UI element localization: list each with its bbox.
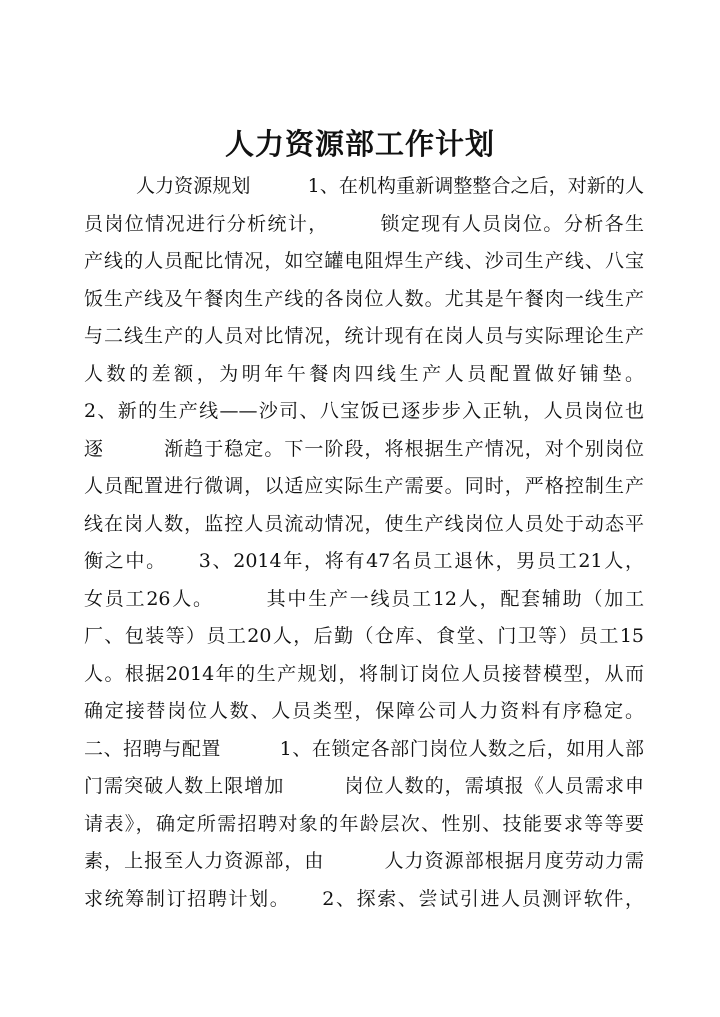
body-line: 与二线生产的人员对比情况，统计现有在岗人员与实际理论生产 <box>84 325 644 347</box>
body-line: 求统筹制订招聘计划。 2、探索、尝试引进人员测评软件， <box>84 887 644 910</box>
body-line: 厂、包装等）员工20人，后勤（仓库、食堂、门卫等）员工15 <box>84 625 644 647</box>
body-line: 衡之中。 3、2014年，将有47名员工退休，男员工21人， <box>84 550 644 572</box>
body-line: 员岗位情况进行分析统计， 锁定现有人员岗位。分析各生 <box>84 212 644 235</box>
body-line: 产线的人员配比情况，如空罐电阻焊生产线、沙司生产线、八宝 <box>84 250 644 272</box>
body-line: 门需突破人数上限增加 岗位人数的，需填报《人员需求申 <box>84 775 644 797</box>
body-line: 确定接替岗位人数、人员类型，保障公司人力资料有序稳定。 <box>84 700 644 722</box>
body-line: 饭生产线及午餐肉生产线的各岗位人数。尤其是午餐肉一线生产 <box>84 287 644 310</box>
body-line: 人员配置进行微调，以适应实际生产需要。同时，严格控制生产 <box>84 475 644 497</box>
document-body <box>84 168 644 918</box>
body-line: 二、招聘与配置 1、在锁定各部门岗位人数之后，如用人部 <box>84 737 644 760</box>
body-line: 人数的差额，为明年午餐肉四线生产人员配置做好铺垫。 <box>84 362 644 385</box>
document-title: 人力资源部工作计划 <box>224 127 495 161</box>
body-line: 素，上报至人力资源部，由 人力资源部根据月度劳动力需 <box>84 850 644 872</box>
body-line: 线在岗人数，监控人员流动情况，使生产线岗位人员处于动态平 <box>84 512 644 535</box>
body-line: 请表》，确定所需招聘对象的年龄层次、性别、技能要求等等要 <box>84 812 644 835</box>
body-line: 2、新的生产线——沙司、八宝饭已逐步步入正轨，人员岗位也 <box>84 400 644 422</box>
body-line: 人力资源规划 1、在机构重新调整整合之后，对新的人 <box>136 175 644 197</box>
body-line: 逐 渐趋于稳定。下一阶段，将根据生产情况，对个别岗位 <box>84 437 644 460</box>
body-line: 人。根据2014年的生产规划，将制订岗位人员接替模型，从而 <box>84 662 644 685</box>
body-line: 女员工26人。 其中生产一线员工12人，配套辅助（加工 <box>84 587 644 610</box>
